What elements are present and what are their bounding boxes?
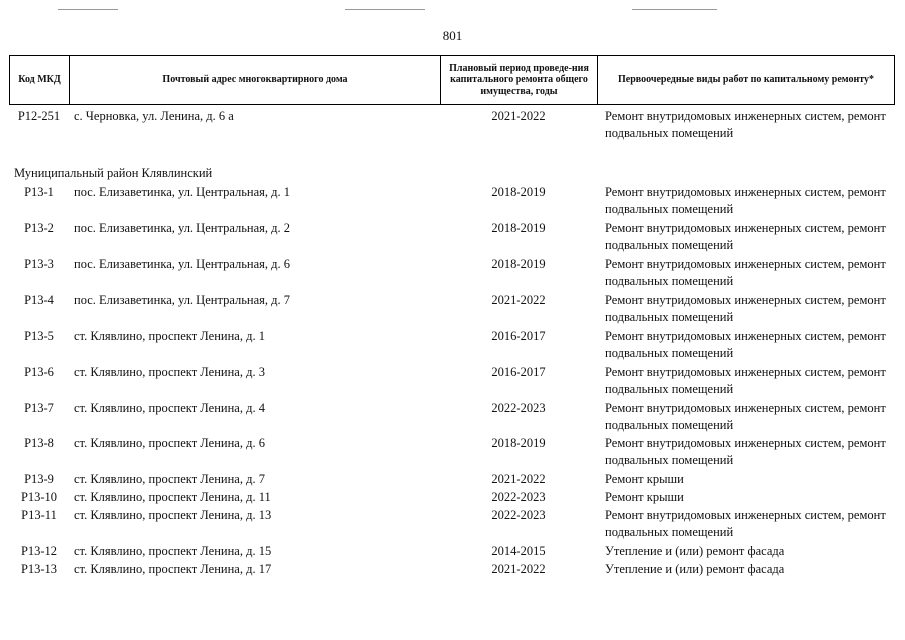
row-address: ст. Клявлино, проспект Ленина, д. 3	[74, 365, 265, 379]
row-address: пос. Елизаветинка, ул. Центральная, д. 7	[74, 293, 291, 307]
row-works: Ремонт внутридомовых инженерных систем, ремонт подвальных помещений	[605, 293, 886, 324]
row-address: ст. Клявлино, проспект Ленина, д. 4	[74, 401, 265, 415]
row-code: Р13-3	[24, 257, 54, 271]
row-period: 2018-2019	[491, 221, 546, 235]
row-period: 2016-2017	[491, 365, 546, 379]
row-period: 2021-2022	[491, 562, 546, 576]
row-code: Р13-1	[24, 185, 54, 199]
row-code: Р13-2	[24, 221, 54, 235]
row-address: ст. Клявлино, проспект Ленина, д. 1	[74, 329, 265, 343]
row-period: 2022-2023	[491, 401, 546, 415]
row-address: ст. Клявлино, проспект Ленина, д. 13	[74, 508, 272, 522]
row-works: Ремонт внутридомовых инженерных систем, ремонт подвальных помещений	[605, 365, 886, 396]
row-code: Р13-6	[24, 365, 54, 379]
row-period: 2021-2022	[491, 472, 546, 486]
row-period: 2021-2022	[491, 109, 546, 123]
row-works: Утепление и (или) ремонт фасада	[605, 544, 785, 558]
header-address: Почтовый адрес многоквартирного дома	[70, 56, 441, 105]
row-code: Р12-251	[17, 109, 61, 123]
row-code: Р13-11	[21, 508, 57, 522]
row-works: Ремонт крыши	[605, 490, 684, 504]
row-works: Ремонт внутридомовых инженерных систем, ремонт подвальных помещений	[605, 221, 886, 252]
row-works: Ремонт внутридомовых инженерных систем, ремонт подвальных помещений	[605, 109, 886, 140]
row-works: Утепление и (или) ремонт фасада	[605, 562, 785, 576]
row-address: ст. Клявлино, проспект Ленина, д. 11	[74, 490, 271, 504]
row-address: ст. Клявлино, проспект Ленина, д. 7	[74, 472, 265, 486]
header-code: Код МКД	[10, 56, 70, 105]
scan-artifact	[632, 9, 717, 10]
row-address: пос. Елизаветинка, ул. Центральная, д. 1	[74, 185, 291, 199]
row-code: Р13-12	[20, 544, 58, 558]
row-code: Р13-8	[24, 436, 54, 450]
row-code: Р13-7	[24, 401, 54, 415]
section-title: Муниципальный район Клявлинский	[14, 166, 213, 180]
row-works: Ремонт внутридомовых инженерных систем, ремонт подвальных помещений	[605, 257, 886, 288]
row-period: 2018-2019	[491, 185, 546, 199]
row-works: Ремонт внутридомовых инженерных систем, ремонт подвальных помещений	[605, 329, 886, 360]
row-works: Ремонт внутридомовых инженерных систем, ремонт подвальных помещений	[605, 436, 886, 467]
row-code: Р13-4	[24, 293, 54, 307]
row-address: пос. Елизаветинка, ул. Центральная, д. 6	[74, 257, 291, 271]
row-address: ст. Клявлино, проспект Ленина, д. 15	[74, 544, 272, 558]
row-period: 2014-2015	[491, 544, 546, 558]
row-address: ст. Клявлино, проспект Ленина, д. 6	[74, 436, 265, 450]
row-address: с. Черновка, ул. Ленина, д. 6 а	[74, 109, 234, 123]
page-number: 801	[442, 28, 463, 43]
row-address: ст. Клявлино, проспект Ленина, д. 17	[74, 562, 272, 576]
row-address: пос. Елизаветинка, ул. Центральная, д. 2	[74, 221, 291, 235]
row-works: Ремонт внутридомовых инженерных систем, ремонт подвальных помещений	[605, 401, 886, 432]
row-period: 2016-2017	[491, 329, 546, 343]
row-code: Р13-5	[24, 329, 54, 343]
row-code: Р13-10	[20, 490, 58, 504]
row-period: 2022-2023	[491, 490, 546, 504]
scan-artifact	[58, 9, 118, 10]
row-period: 2018-2019	[491, 436, 546, 450]
row-code: Р13-13	[20, 562, 58, 576]
row-period: 2022-2023	[491, 508, 546, 522]
row-works: Ремонт внутридомовых инженерных систем, ремонт подвальных помещений	[605, 185, 886, 216]
row-period: 2018-2019	[491, 257, 546, 271]
table-header	[9, 55, 895, 105]
row-code: Р13-9	[24, 472, 54, 486]
header-period: Плановый период проведе-ния капитального ремонта общего имущества, годы	[441, 56, 598, 105]
header-works: Первоочередные виды работ по капитальному ремонту*	[598, 56, 895, 105]
row-works: Ремонт крыши	[605, 472, 684, 486]
row-period: 2021-2022	[491, 293, 546, 307]
scan-artifact	[345, 9, 425, 10]
row-works: Ремонт внутридомовых инженерных систем, ремонт подвальных помещений	[605, 508, 886, 539]
